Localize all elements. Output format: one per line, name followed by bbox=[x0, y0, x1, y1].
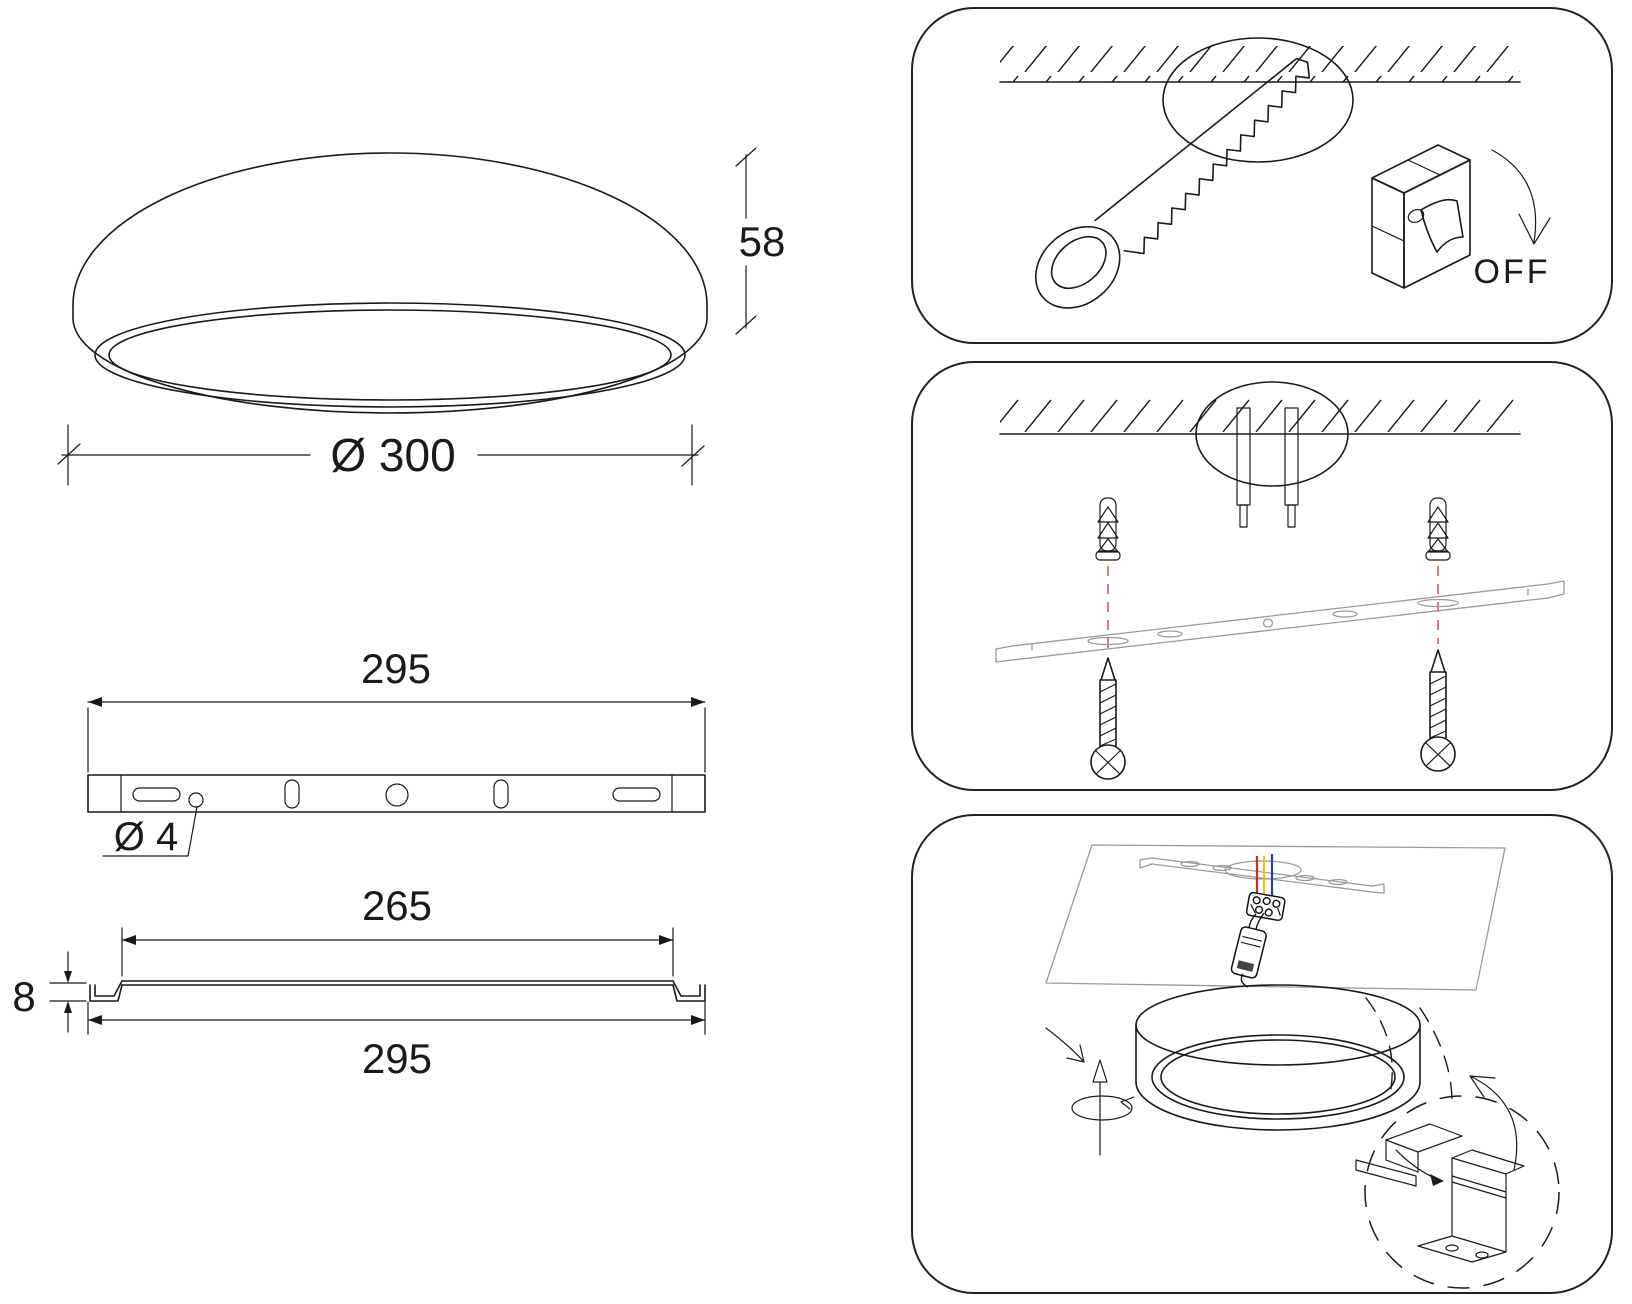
ceiling-hatch bbox=[1000, 46, 1520, 82]
bracket-center-hole bbox=[386, 784, 408, 806]
bracket-hole-value: Ø 4 bbox=[113, 815, 179, 859]
profile-hook-right bbox=[673, 981, 705, 1001]
panel-step-3 bbox=[912, 815, 1612, 1293]
dimension-height bbox=[736, 148, 785, 334]
bracket-length-value: 295 bbox=[360, 645, 432, 692]
drum-side-walls bbox=[73, 305, 707, 318]
panel-step-1 bbox=[912, 8, 1612, 343]
drum-bottom-edge bbox=[73, 318, 707, 413]
profile-outer-value: 295 bbox=[361, 1035, 433, 1082]
dimension-diameter bbox=[58, 425, 704, 485]
ceiling-hatch-2 bbox=[1000, 398, 1520, 434]
drum-top-rim bbox=[73, 153, 707, 305]
height-value: 58 bbox=[738, 218, 786, 265]
bracket-slot-left bbox=[133, 788, 180, 801]
profile-hook-left bbox=[90, 981, 122, 1001]
panel-step-2 bbox=[912, 362, 1612, 790]
off-label: OFF bbox=[1473, 253, 1551, 291]
profile-offset-value: 8 bbox=[12, 973, 36, 1020]
bracket-slot-right bbox=[613, 788, 660, 801]
drum-inner-rim-outer bbox=[95, 303, 685, 407]
luminaire-drawing bbox=[73, 153, 707, 413]
bracket-oval-left bbox=[285, 780, 299, 808]
profile-strip bbox=[122, 981, 673, 985]
drum-inner-rim-inner bbox=[109, 310, 671, 400]
bracket-oval-right bbox=[494, 780, 508, 808]
bracket-small-hole bbox=[189, 793, 203, 807]
bracket-profile-view bbox=[12, 882, 705, 1082]
profile-inner-value: 265 bbox=[361, 882, 433, 929]
bracket-front-view bbox=[88, 645, 705, 859]
diameter-value: Ø 300 bbox=[330, 429, 456, 481]
step-3-border bbox=[912, 815, 1612, 1293]
